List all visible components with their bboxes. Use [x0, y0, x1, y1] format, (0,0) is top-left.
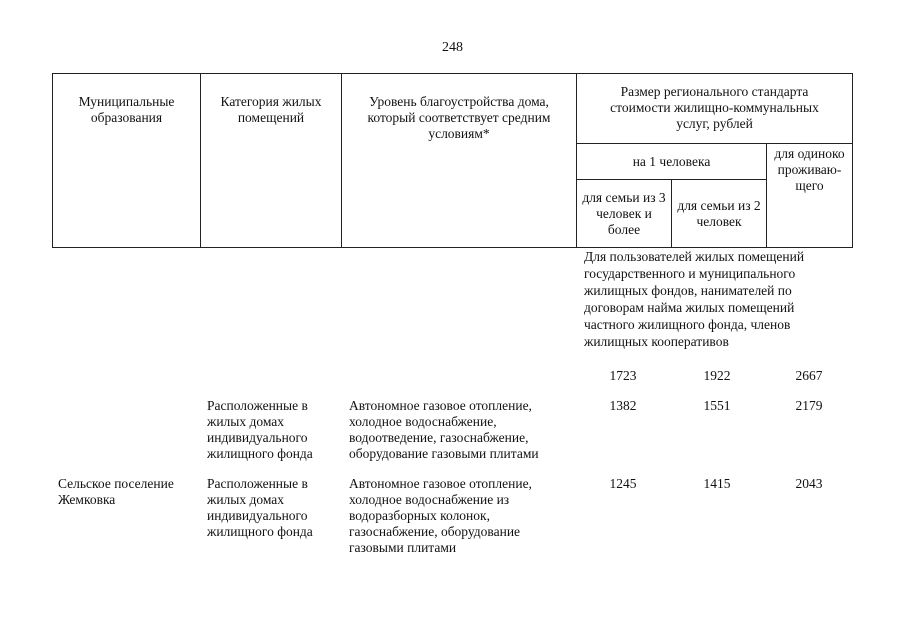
row-0-family2: 1922 [703, 368, 731, 383]
header-category: Категория жилых помещений [201, 74, 342, 248]
row-1-family3: 1382 [609, 398, 637, 413]
row-1-level: Автономное газовое отопление, холодное водоснабжение, водоотведение, газоснабжение, оборудование газовыми плитами [349, 398, 539, 461]
row-1-category: Расположенные в жилых домах индивидуального жилищного фонда [207, 398, 313, 461]
header-municipalities: Муниципальные образования [53, 74, 201, 248]
header-family-3: для семьи из 3 человек и более [577, 180, 672, 248]
row-1-single: 2179 [795, 398, 823, 413]
row-2-family3: 1245 [609, 476, 637, 491]
row-2-level: Автономное газовое отопление, холодное водоснабжение из водоразборных колонок, газоснабжение, оборудование газовыми плитами [349, 476, 532, 555]
table-header [52, 73, 853, 248]
row-0-single: 2667 [795, 368, 823, 383]
row-2-single: 2043 [795, 476, 823, 491]
header-per-person: на 1 человека [577, 144, 767, 180]
header-level: Уровень благоустройства дома, который соответствует средним условиям* [342, 74, 577, 248]
header-single: для одиноко проживаю-щего [767, 144, 853, 248]
header-standard: Размер регионального стандарта стоимости жилищно-коммунальных услуг, рублей [577, 74, 853, 144]
row-2-municipality: Сельское поселение Жемковка [58, 476, 174, 507]
header-family-2: для семьи из 2 человек [672, 180, 767, 248]
intro-note: Для пользователей жилых помещений государственного и муниципального жилищных фондов, нанимателей по договорам найма жилых помещений частного жилищного фонда, членов жилищных кооперативов [584, 249, 805, 349]
row-0-family3: 1723 [609, 368, 637, 383]
row-2-family2: 1415 [703, 476, 731, 491]
page-number: 248 [442, 40, 463, 55]
row-1-family2: 1551 [703, 398, 731, 413]
row-2-category: Расположенные в жилых домах индивидуального жилищного фонда [207, 476, 313, 539]
